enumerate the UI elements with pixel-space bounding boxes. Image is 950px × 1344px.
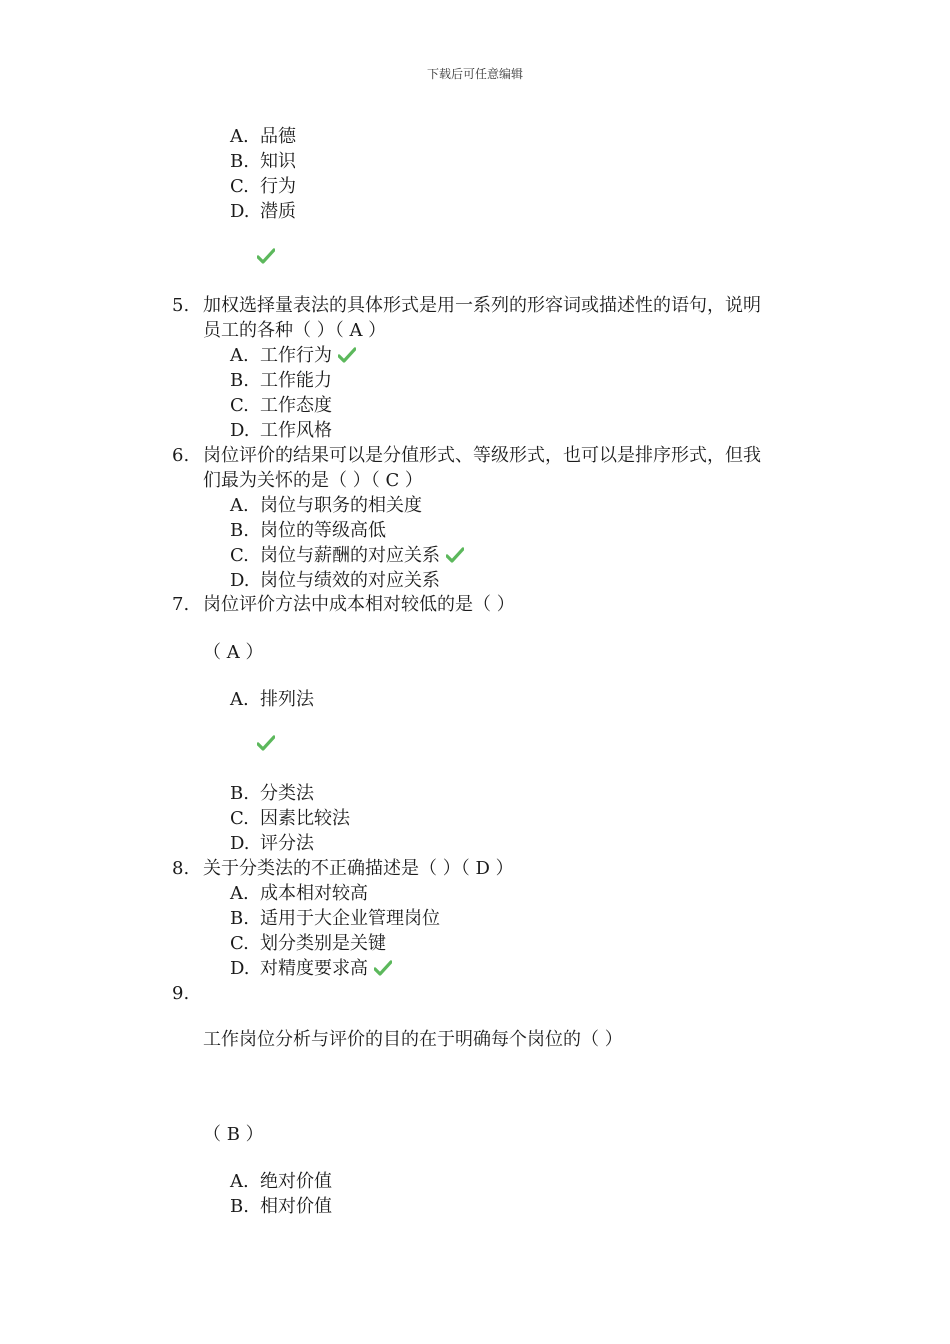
q9-option-a: A. 绝对价值 bbox=[230, 1171, 332, 1192]
q9-answer: （ B ） bbox=[203, 1124, 264, 1145]
q4-option-c: C. 行为 bbox=[230, 176, 296, 197]
checkmark-icon bbox=[374, 960, 392, 976]
q8-stem: 关于分类法的不正确描述是（ ）（ D ） bbox=[203, 858, 514, 879]
q8-option-b: B. 适用于大企业管理岗位 bbox=[230, 908, 440, 929]
checkmark-icon bbox=[257, 248, 275, 264]
q5-option-c: C. 工作态度 bbox=[230, 395, 332, 416]
page-header: 下载后可任意编辑 bbox=[426, 67, 523, 81]
q5-option-b: B. 工作能力 bbox=[230, 370, 332, 391]
q9-number: 9. bbox=[172, 983, 190, 1004]
q6-option-c: C. 岗位与薪酬的对应关系 bbox=[230, 545, 464, 567]
q6-number: 6. bbox=[172, 445, 190, 466]
q5-option-a: A. 工作行为 bbox=[230, 345, 356, 367]
q6-option-d: D. 岗位与绩效的对应关系 bbox=[230, 570, 440, 591]
q6-option-b: B. 岗位的等级高低 bbox=[230, 520, 386, 541]
q8-option-a: A. 成本相对较高 bbox=[230, 883, 368, 904]
q8-number: 8. bbox=[172, 858, 190, 879]
q7-option-d: D. 评分法 bbox=[230, 833, 314, 854]
q5-number: 5. bbox=[172, 295, 190, 316]
q7-option-b: B. 分类法 bbox=[230, 783, 314, 804]
q7-answer: （ A ） bbox=[203, 642, 264, 663]
q4-option-b: B. 知识 bbox=[230, 151, 296, 172]
q6-stem-line2: 们最为关怀的是（ ）（ C ） bbox=[203, 470, 423, 491]
q7-stem: 岗位评价方法中成本相对较低的是（ ） bbox=[203, 594, 515, 615]
q7-option-a: A. 排列法 bbox=[230, 689, 314, 710]
q6-stem-line1: 岗位评价的结果可以是分值形式、等级形式，也可以是排序形式，但我 bbox=[203, 445, 761, 466]
checkmark-icon bbox=[257, 735, 275, 751]
q7-number: 7. bbox=[172, 594, 190, 615]
q6-option-a: A. 岗位与职务的相关度 bbox=[230, 495, 422, 516]
q5-stem-line1: 加权选择量表法的具体形式是用一系列的形容词或描述性的语句，说明 bbox=[203, 295, 761, 316]
q8-option-d: D. 对精度要求高 bbox=[230, 958, 392, 980]
q5-option-d: D. 工作风格 bbox=[230, 420, 332, 441]
q9-option-b: B. 相对价值 bbox=[230, 1196, 332, 1217]
q9-stem: 工作岗位分析与评价的目的在于明确每个岗位的（ ） bbox=[203, 1029, 623, 1050]
q8-option-c: C. 划分类别是关键 bbox=[230, 933, 386, 954]
q4-option-d: D. 潜质 bbox=[230, 201, 296, 222]
checkmark-icon bbox=[446, 547, 464, 563]
q4-option-a: A. 品德 bbox=[230, 126, 296, 147]
q5-stem-line2: 员工的各种（ ）（ A ） bbox=[203, 320, 387, 341]
q7-option-c: C. 因素比较法 bbox=[230, 808, 350, 829]
checkmark-icon bbox=[338, 347, 356, 363]
